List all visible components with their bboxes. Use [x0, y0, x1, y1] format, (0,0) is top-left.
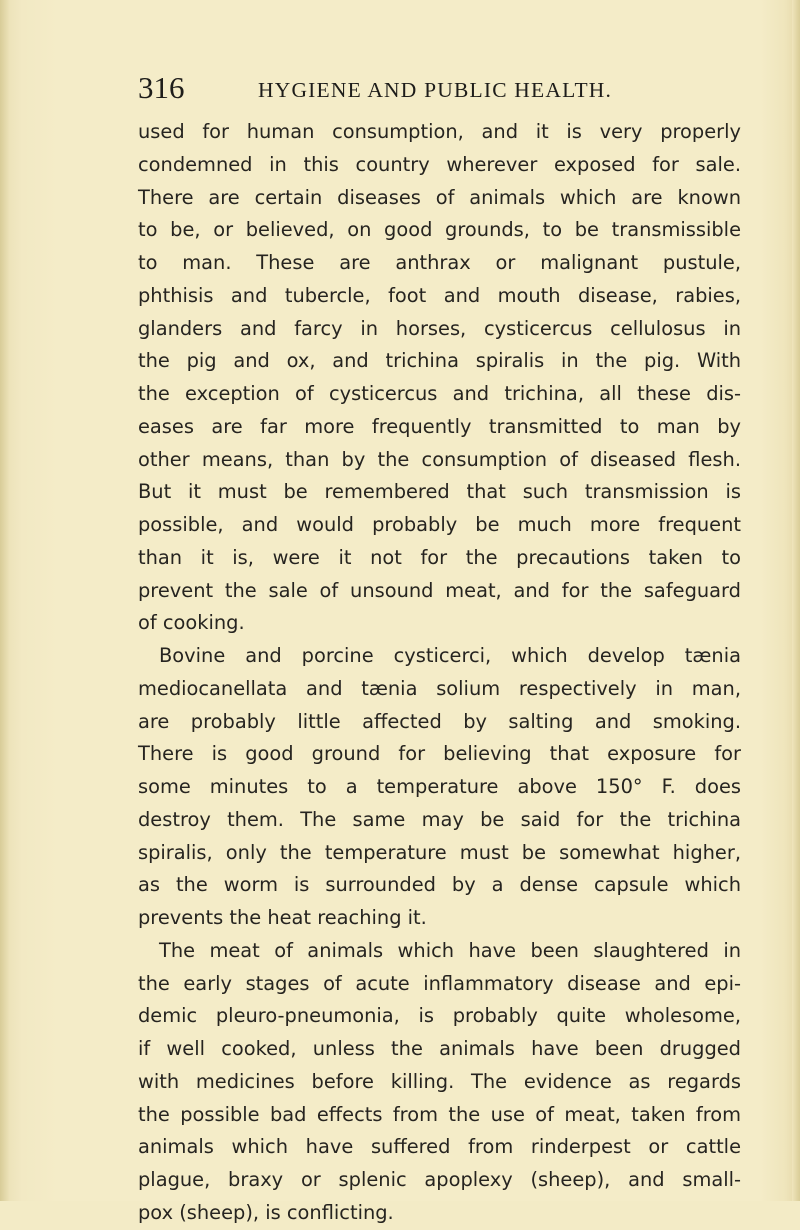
text-line: phthisis and tubercle, foot and mouth disease, rabies, [138, 283, 741, 307]
text-line: spiralis, only the temperature must be somewhat higher, [138, 840, 741, 864]
text-line: as the worm is surrounded by a dense capsule which [138, 873, 741, 897]
text-line: animals which have suffered from rinderpest or cattle [138, 1135, 741, 1159]
text-line: glanders and farcy in horses, cysticercus cellulosus in [138, 316, 741, 340]
page-edge-right [792, 0, 800, 1201]
text-line: prevents the heat reaching it. [138, 906, 427, 929]
text-line: The meat of animals which have been slaughtered in [159, 938, 741, 962]
text-line: There is good ground for believing that exposure for [138, 742, 741, 766]
text-line: with medicines before killing. The evidence as regards [138, 1069, 741, 1093]
text-line: the early stages of acute inflammatory disease and epi- [138, 971, 741, 995]
text-line: of cooking. [138, 611, 245, 635]
text-line: destroy them. The same may be said for the trichina [138, 807, 741, 831]
text-line: There are certain diseases of animals which are known [138, 185, 741, 209]
text-line: to man. These are anthrax or malignant pustule, [138, 251, 741, 274]
text-line: other means, than by the consumption of diseased flesh. [138, 447, 741, 471]
text-line: prevent the sale of unsound meat, and for the safeguard [138, 578, 741, 602]
text-line: used for human consumption, and it is very properly [138, 120, 741, 143]
text-line: pox (sheep), is conflicting. [138, 1200, 394, 1224]
text-line: possible, and would probably be much more frequent [138, 513, 741, 536]
running-head: HYGIENE AND PUBLIC HEALTH. [258, 78, 613, 102]
text-line: the pig and ox, and trichina spiralis in the pig. With [138, 349, 741, 373]
text-line: But it must be remembered that such transmission is [138, 480, 741, 504]
text-line: some minutes to a temperature above 150° F. does [138, 775, 741, 798]
text-line: the possible bad effects from the use of meat, taken from [138, 1102, 741, 1126]
text-line: mediocanellata and tænia solium respectively in man, [138, 676, 741, 700]
page-edge-left [0, 0, 10, 1201]
text-line: plague, braxy or splenic apoplexy (sheep), and small- [138, 1168, 741, 1191]
text-line: to be, or believed, on good grounds, to be transmissible [138, 218, 741, 242]
body-text [138, 116, 741, 1230]
text-line: condemned in this country wherever exposed for sale. [138, 152, 741, 176]
page-number: 316 [138, 70, 185, 105]
text-line: demic pleuro-pneumonia, is probably quite wholesome, [138, 1004, 741, 1028]
text-line: if well cooked, unless the animals have been drugged [138, 1037, 741, 1060]
text-line: the exception of cysticercus and trichina, all these dis- [138, 382, 741, 405]
text-line: eases are far more frequently transmitted to man by [138, 414, 741, 438]
text-line: than it is, were it not for the precautions taken to [138, 545, 741, 569]
page-header [138, 70, 738, 110]
text-line: Bovine and porcine cysticerci, which develop tænia [159, 644, 741, 667]
text-line: are probably little affected by salting and smoking. [138, 709, 741, 733]
